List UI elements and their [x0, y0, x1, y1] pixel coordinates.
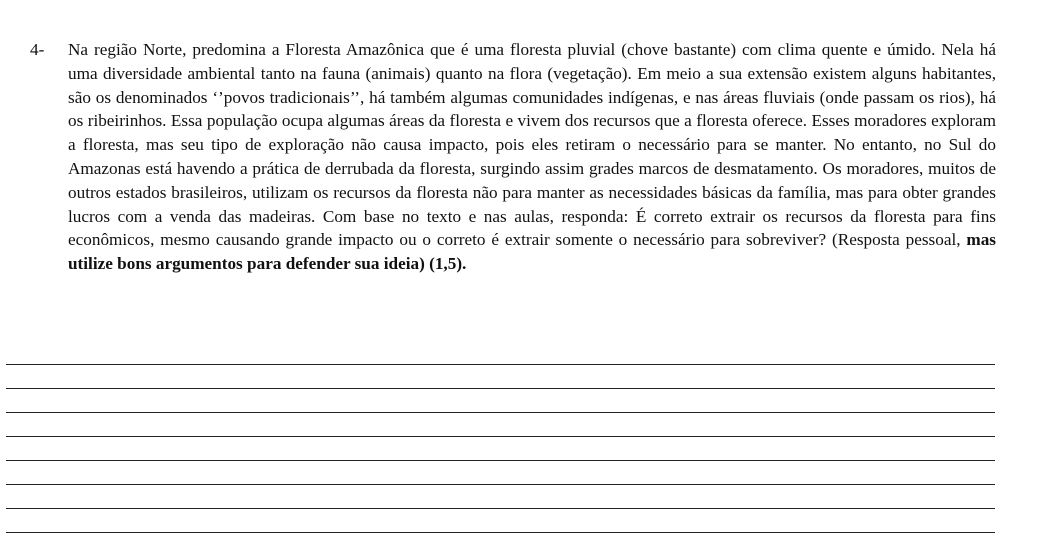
answer-line[interactable] — [6, 508, 995, 509]
answer-line[interactable] — [6, 460, 995, 461]
question-text-bold: mas utilize bons argumentos para defender sua ideia) (1,5). — [68, 230, 996, 274]
question-number: 4- — [30, 40, 45, 59]
answer-line[interactable] — [6, 388, 995, 389]
answer-line[interactable] — [6, 364, 995, 365]
question-text-regular: Na região Norte, predomina a Floresta Amazônica que é uma floresta pluvial (chove bastante) com clima quente e úmido. Nela há uma diversidade ambiental tanto na fauna (animais) quanto na flora (vegetação). Em meio a sua extensão existem alguns habitantes, são os denominados ‘’povos tradicionais’’, há também algumas comunidades indígenas, e nas áreas fluviais (onde passam os rios), há os ribeirinhos. Essa população ocupa algumas áreas da floresta e vivem dos recursos que a floresta oferece. Esses moradores exploram a floresta, mas seu tipo de exploração não causa impacto, pois eles retiram o necessário para se manter. No entanto, no Sul do Amazonas está havendo a prática de derrubada da floresta, surgindo assim grades marcos de desmatamento. Os moradores, muitos de outros estados brasileiros, utilizam os recursos da floresta não para manter as necessidades básicas da família, mas para obter grandes lucros com a venda das madeiras. Com base no texto e nas aulas, responda: É correto extrair os recursos da floresta para fins econômicos, mesmo causando grande impacto ou o correto é extrair somente o necessário para sobreviver? (Resposta pessoal, — [68, 40, 996, 250]
answer-line[interactable] — [6, 412, 995, 413]
answer-line[interactable] — [6, 484, 995, 485]
answer-line[interactable] — [6, 436, 995, 437]
answer-line[interactable] — [6, 532, 995, 533]
